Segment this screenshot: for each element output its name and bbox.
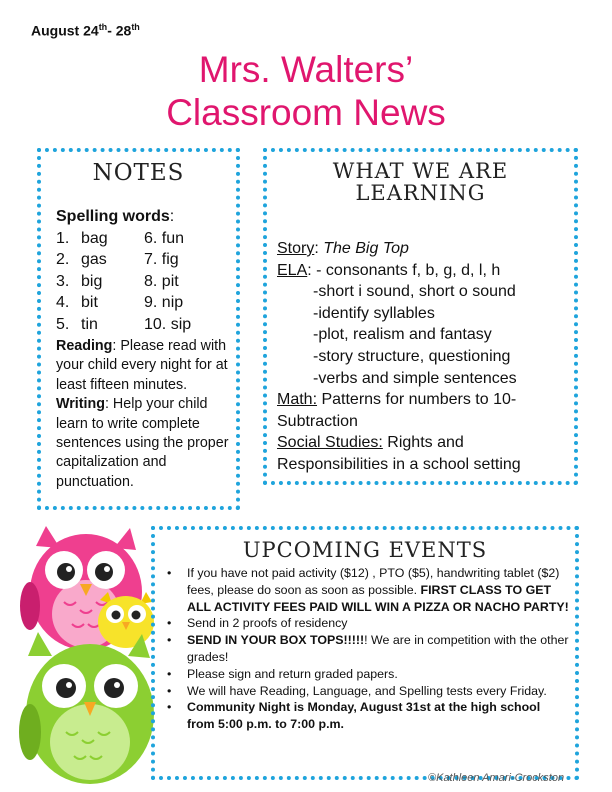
spelling-label: Spelling words — [56, 208, 170, 225]
spelling-num: 1. — [56, 229, 70, 247]
green-owl-icon — [19, 632, 154, 784]
events-heading: UPCOMING EVENTS — [242, 538, 488, 562]
spelling-num: 4. — [56, 294, 70, 311]
ela-first: : - consonants f, b, g, d, l, h — [307, 261, 501, 279]
spelling-word: tin — [81, 315, 98, 333]
social-studies-text: Rights and Responsibilities in a school setting — [277, 434, 521, 473]
writing-text: : Help your child learn to write complete sentences using the proper capitalization and punctuation. — [56, 396, 229, 490]
math-line — [277, 389, 569, 432]
event-text: If you have not paid activity ($12) , PTO ($5), handwriting tablet ($2) fees, please do soon as soon as possible. — [187, 566, 560, 597]
spelling-row — [56, 228, 234, 250]
bullet: • — [167, 683, 172, 698]
spelling-row — [56, 249, 234, 271]
spelling-word: big — [81, 272, 103, 290]
notes-heading: NOTES — [92, 160, 185, 186]
learning-heading — [267, 160, 574, 204]
ela-item: -identify syllables — [313, 304, 435, 322]
date-sup-end: th — [131, 22, 140, 32]
bullet: • — [167, 633, 172, 648]
yellow-owl-icon — [98, 592, 154, 648]
learning-heading-line-2: LEARNING — [355, 181, 486, 205]
event-item — [155, 699, 571, 733]
event-text-bold: SEND IN YOUR BOX TOPS!!!!! — [187, 633, 365, 648]
spelling-word: 8. pit — [144, 272, 179, 290]
spelling-word: 9. nip — [144, 294, 184, 311]
event-item — [155, 632, 571, 666]
social-studies-line — [277, 432, 569, 475]
writing-label: Writing — [56, 396, 105, 413]
event-item — [155, 565, 571, 615]
event-text-bold: FIRST CLASS TO GET ALL ACTIVITY FEES PAID WILL WIN A PIZZA OR NACHO PARTY! — [187, 582, 569, 614]
date-start: August 24 — [31, 22, 99, 39]
notes-content — [56, 206, 234, 492]
spelling-num: 3. — [56, 272, 70, 290]
story-value: The Big Top — [323, 240, 409, 257]
writing-note — [56, 395, 234, 492]
story-line — [277, 238, 569, 260]
spelling-colon: : — [169, 208, 175, 225]
date-end: - 28 — [107, 22, 132, 39]
story-label: Story — [277, 240, 315, 257]
spelling-word: 10. sip — [144, 315, 192, 333]
event-text-bold: Community Night is Monday, August 31st at the high school from 5:00 p.m. to 7:00 p.m. — [187, 700, 541, 732]
spelling-label-line — [56, 206, 234, 228]
ela-item: -short i sound, short o sound — [313, 283, 516, 301]
event-text: We will have Reading, Language, and Spelling tests every Friday. — [187, 683, 547, 698]
social-studies-label: Social Studies: — [277, 434, 383, 452]
title-line-1: Mrs. Walters’ — [198, 49, 414, 90]
owls-illustration — [18, 518, 166, 788]
ela-item: -plot, realism and fantasy — [313, 326, 492, 344]
bullet: • — [167, 666, 172, 681]
reading-label: Reading — [56, 338, 113, 354]
ela-item: -story structure, questioning — [313, 347, 511, 365]
title-line-2: Classroom News — [166, 92, 446, 133]
notes-box — [37, 148, 240, 510]
spelling-num: 5. — [56, 315, 70, 333]
event-text: Send in 2 proofs of residency — [187, 616, 348, 631]
spelling-list — [56, 228, 234, 336]
events-list — [155, 565, 571, 733]
learning-box — [263, 148, 578, 485]
math-text: Patterns for numbers to 10-Subtraction — [277, 391, 517, 430]
bullet: • — [167, 700, 172, 715]
newsletter-title — [120, 48, 492, 134]
spelling-word: bag — [81, 229, 108, 247]
spelling-word: 7. fig — [144, 251, 179, 268]
spelling-num: 2. — [56, 251, 70, 268]
spelling-row — [56, 292, 234, 314]
reading-note — [56, 337, 234, 395]
ela-item: -verbs and simple sentences — [313, 369, 517, 387]
event-item — [155, 615, 571, 632]
event-text: ! We are in competition with the other grades! — [187, 633, 569, 664]
event-item — [155, 666, 571, 683]
date-range — [31, 22, 140, 39]
event-text: Please sign and return graded papers. — [187, 666, 398, 681]
bullet: • — [167, 566, 172, 580]
spelling-row — [56, 271, 234, 293]
spelling-row — [56, 314, 234, 336]
date-sup-start: th — [98, 22, 108, 32]
ela-line — [277, 260, 569, 282]
spelling-word: gas — [81, 251, 107, 268]
ela-label: ELA — [277, 261, 308, 279]
learning-heading-line-1: WHAT WE ARE — [332, 159, 509, 183]
math-label: Math: — [277, 391, 318, 409]
spelling-word: 6. fun — [144, 229, 185, 247]
copyright-text: ©Kathleen Amari-Crockston — [428, 772, 565, 784]
bullet: • — [167, 616, 172, 631]
learning-content — [277, 238, 569, 476]
event-item — [155, 683, 571, 700]
reading-text: : Please read with your child every night for at least fifteen minutes. — [56, 338, 228, 393]
story-colon: : — [314, 240, 324, 257]
spelling-word: bit — [81, 294, 98, 311]
events-box — [151, 526, 579, 780]
